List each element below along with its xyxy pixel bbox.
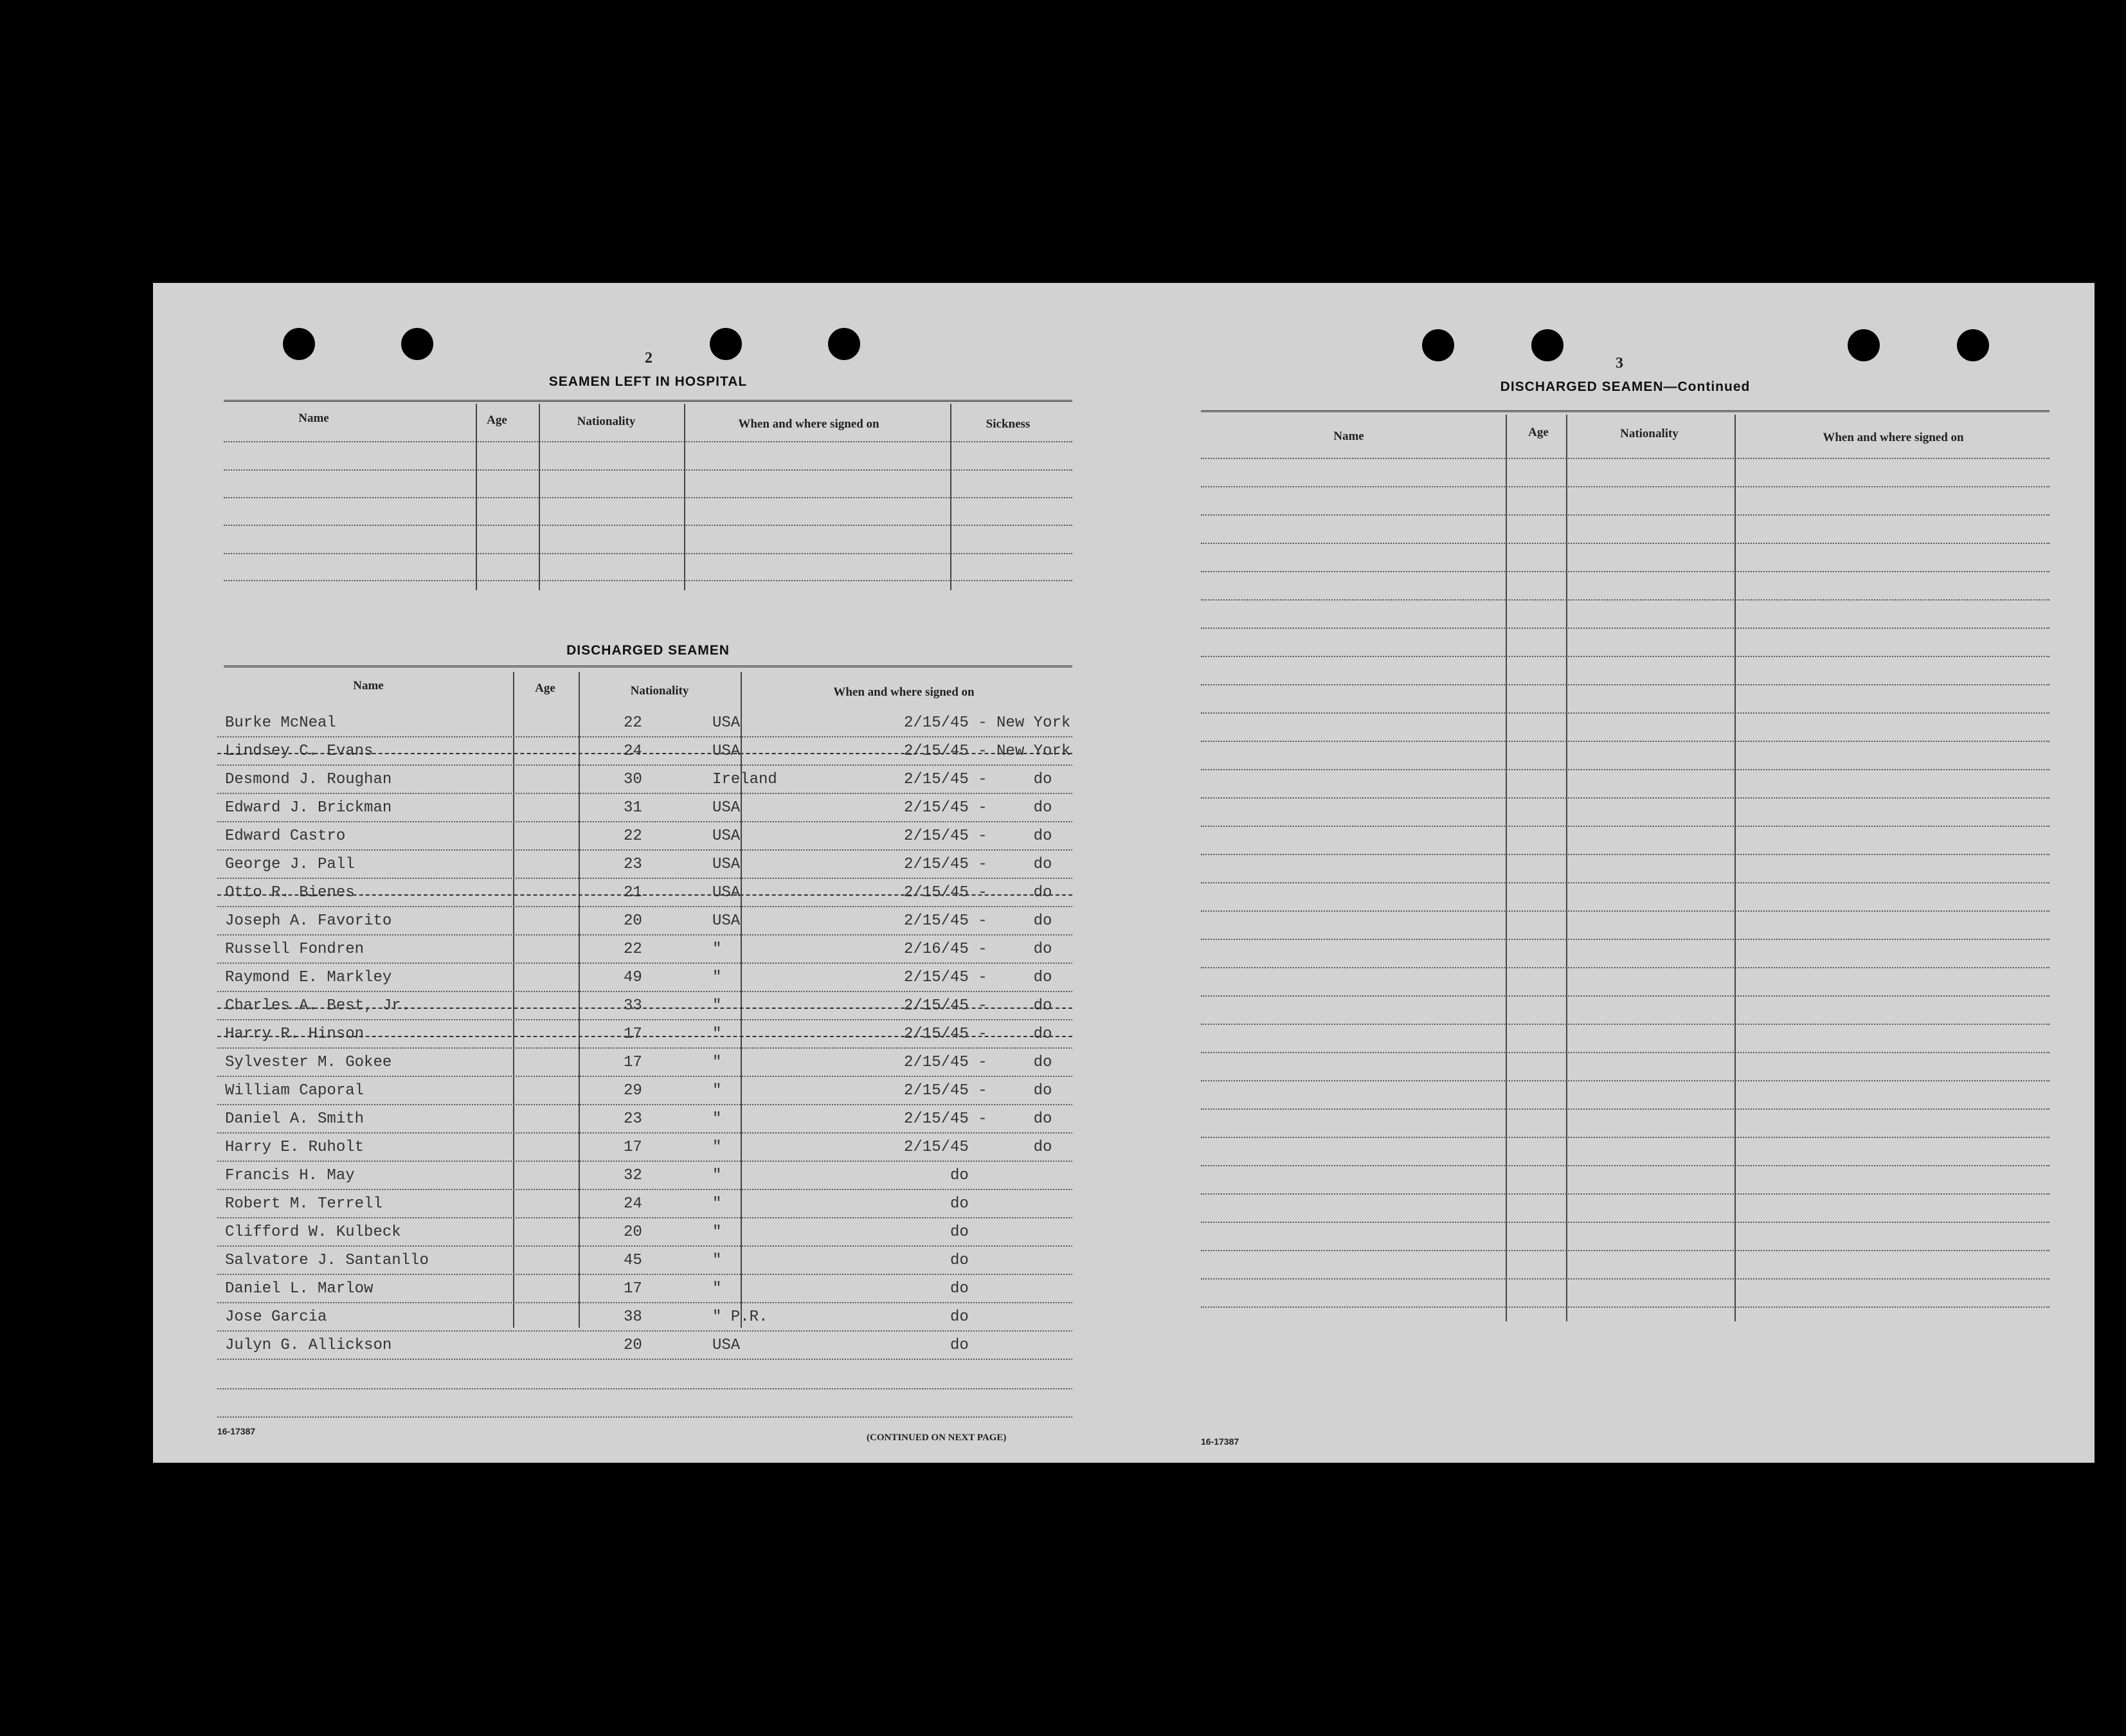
seaman-name: Jose Garcia [225,1308,327,1326]
table-row [217,1134,1072,1162]
seaman-nationality: USA [712,827,741,845]
continued-ruled-lines [1201,458,2049,1332]
continued-ruled-line [1201,628,2049,629]
continued-ruled-line [1201,741,2049,742]
discharged-rows [217,709,1072,1354]
continued-header-nationality: Nationality [1620,427,1679,440]
page-number: 3 [1616,355,1623,372]
table-row [217,1077,1072,1105]
form-code: 16-17387 [217,1426,256,1436]
seaman-signed-on: do [904,1308,969,1326]
seaman-nationality: " [712,997,722,1015]
continued-top-rule [1201,410,2049,415]
seaman-nationality: USA [712,884,741,901]
punch-hole [1957,329,1989,361]
continued-header-signed-on: When and where signed on [1823,431,1964,444]
continued-ruled-line [1201,571,2049,572]
seaman-name: Daniel A. Smith [225,1110,365,1128]
seaman-name: Robert M. Terrell [225,1195,383,1213]
continued-ruled-line [1201,684,2049,685]
table-row [217,1049,1072,1077]
table-row [217,879,1072,907]
table-row [217,964,1072,992]
seaman-signed-on: 2/15/45 - do [904,884,1052,901]
seaman-age: 17 [624,1280,642,1297]
hospital-ruled-line [224,525,1072,526]
hospital-ruled-line [224,580,1072,581]
seaman-nationality: USA [712,743,741,760]
table-row [217,1275,1072,1303]
table-row [217,1105,1072,1134]
seaman-name: Russell Fondren [225,941,365,958]
continued-ruled-line [1201,543,2049,544]
row-rule [217,1359,1072,1360]
hospital-ruled-line [224,469,1072,471]
discharged-top-rule [224,665,1072,670]
seaman-nationality: " [712,1082,722,1099]
seaman-signed-on: 2/15/45 - do [904,997,1052,1015]
seaman-name: Charles A. Best, Jr. [225,997,411,1015]
seaman-nationality: " [712,1195,722,1213]
seaman-nationality: USA [712,1337,741,1354]
punch-hole [1848,329,1880,361]
seaman-signed-on: do [904,1224,969,1241]
strike-through [217,1036,1072,1037]
seaman-name: Edward J. Brickman [225,799,392,817]
continued-ruled-line [1201,939,2049,940]
seaman-signed-on: do [904,1167,969,1184]
hospital-header-sickness: Sickness [986,417,1031,431]
hospital-section-title: SEAMEN LEFT IN HOSPITAL [548,374,748,389]
seaman-signed-on: 2/15/45 - do [904,827,1052,845]
continued-ruled-line [1201,826,2049,827]
continued-ruled-line [1201,1080,2049,1081]
seaman-name: Otto R. Bienes [225,884,355,901]
hospital-header-signed-on: When and where signed on [738,417,879,431]
seaman-nationality: USA [712,714,741,732]
hospital-ruled-line [224,553,1072,554]
seaman-age: 23 [624,1110,642,1128]
seaman-signed-on: 2/15/45 - do [904,799,1052,817]
table-row [217,907,1072,936]
seaman-nationality: USA [712,912,741,930]
table-row [217,766,1072,794]
seaman-age: 22 [624,827,642,845]
continued-ruled-line [1201,995,2049,997]
table-row [217,709,1072,737]
hospital-header-age: Age [487,413,507,427]
empty-ruled-line [217,1388,1072,1389]
hospital-header-name: Name [298,411,329,425]
seaman-nationality: USA [712,856,741,873]
seaman-signed-on: 2/15/45 - do [904,771,1052,788]
punch-hole [401,328,433,360]
seaman-age: 17 [624,1026,642,1043]
seaman-age: 31 [624,799,642,817]
seaman-age: 23 [624,856,642,873]
seaman-age: 21 [624,884,642,901]
continued-ruled-line [1201,797,2049,799]
strike-through [217,753,1072,754]
table-row [217,1247,1072,1275]
discharged-header-name: Name [353,679,384,692]
table-row [217,1332,1072,1360]
continued-ruled-line [1201,854,2049,855]
table-row [217,851,1072,879]
seaman-signed-on: 2/15/45 - do [904,1054,1052,1071]
seaman-nationality: " [712,969,722,986]
continued-ruled-line [1201,1278,2049,1279]
seaman-signed-on: 2/15/45 - New York [904,714,1071,732]
seaman-nationality: " P.R. [712,1308,768,1326]
continued-header-name: Name [1333,429,1364,443]
seaman-name: Raymond E. Markley [225,969,392,986]
punch-hole [283,328,315,360]
continued-ruled-line [1201,769,2049,770]
seaman-age: 38 [624,1308,642,1326]
continued-ruled-line [1201,486,2049,487]
hospital-ruled-line [224,441,1072,442]
continued-ruled-line [1201,1222,2049,1223]
continued-note: (CONTINUED ON NEXT PAGE) [867,1433,1007,1443]
continued-ruled-line [1201,882,2049,883]
seaman-age: 22 [624,941,642,958]
seaman-signed-on: do [904,1337,969,1354]
form-code: 16-17387 [1201,1436,1239,1447]
seaman-age: 17 [624,1054,642,1071]
seaman-age: 49 [624,969,642,986]
seaman-name: Clifford W. Kulbeck [225,1224,401,1241]
continued-ruled-line [1201,599,2049,601]
seaman-age: 45 [624,1252,642,1269]
seaman-name: Salvatore J. Santanllo [225,1252,429,1269]
seaman-nationality: " [712,1026,722,1043]
continued-ruled-line [1201,656,2049,657]
seaman-nationality: " [712,1139,722,1156]
table-row [217,1020,1072,1049]
discharged-header-age: Age [535,682,555,695]
discharged-section-title: DISCHARGED SEAMEN [566,643,730,658]
punch-hole [710,328,742,360]
right-page [1149,283,2094,1463]
hospital-ruled-line [224,497,1072,498]
seaman-age: 20 [624,1337,642,1354]
seaman-name: William Caporal [225,1082,365,1099]
seaman-signed-on: 2/15/45 do [904,1139,1052,1156]
continued-ruled-line [1201,712,2049,714]
continued-ruled-line [1201,514,2049,516]
continued-ruled-line [1201,1250,2049,1251]
continued-ruled-line [1201,458,2049,459]
seaman-name: Joseph A. Favorito [225,912,392,930]
seaman-signed-on: 2/16/45 - do [904,941,1052,958]
left-page [153,283,1149,1463]
table-row [217,822,1072,851]
seaman-age: 30 [624,771,642,788]
seaman-age: 20 [624,1224,642,1241]
continued-ruled-line [1201,1108,2049,1110]
hospital-top-rule [224,400,1072,404]
seaman-nationality: " [712,1110,722,1128]
seaman-name: Julyn G. Allickson [225,1337,392,1354]
table-row [217,936,1072,964]
strike-through [217,894,1072,896]
seaman-nationality: " [712,941,722,958]
empty-ruled-line [217,1416,1072,1418]
seaman-nationality: " [712,1167,722,1184]
continued-ruled-line [1201,1307,2049,1308]
table-row [217,1218,1072,1247]
seaman-signed-on: 2/15/45 - do [904,1082,1052,1099]
seaman-age: 20 [624,912,642,930]
seaman-signed-on: 2/15/45 - do [904,1026,1052,1043]
seaman-age: 29 [624,1082,642,1099]
seaman-age: 24 [624,743,642,760]
seaman-signed-on: 2/15/45 - do [904,969,1052,986]
seaman-name: Burke McNeal [225,714,336,732]
seaman-name: Harry R. Hinson [225,1026,365,1043]
continued-ruled-line [1201,1193,2049,1195]
seaman-signed-on: do [904,1280,969,1297]
continued-ruled-line [1201,967,2049,968]
seaman-signed-on: do [904,1252,969,1269]
seaman-signed-on: 2/15/45 - do [904,856,1052,873]
seaman-name: Edward Castro [225,827,346,845]
seaman-nationality: USA [712,799,741,817]
table-row [217,1190,1072,1218]
seaman-nationality: " [712,1224,722,1241]
hospital-header-nationality: Nationality [577,415,636,428]
seaman-name: Desmond J. Roughan [225,771,392,788]
discharged-header-nationality: Nationality [630,684,689,698]
seaman-name: Lindsey C. Evans [225,743,374,760]
seaman-name: Harry E. Ruholt [225,1139,365,1156]
punch-hole [828,328,860,360]
table-row [217,737,1072,766]
continued-ruled-line [1201,1137,2049,1138]
seaman-age: 32 [624,1167,642,1184]
discharged-header-signed-on: When and where signed on [833,685,975,699]
punch-hole [1531,329,1563,361]
seaman-nationality: " [712,1252,722,1269]
page-number: 2 [645,350,653,366]
continued-header-age: Age [1528,426,1549,439]
table-row [217,794,1072,822]
seaman-nationality: " [712,1054,722,1071]
seaman-name: Francis H. May [225,1167,355,1184]
seaman-age: 24 [624,1195,642,1213]
table-row [217,1303,1072,1332]
continued-ruled-line [1201,1052,2049,1053]
continued-ruled-line [1201,1024,2049,1025]
seaman-signed-on: 2/15/45 - do [904,1110,1052,1128]
seaman-nationality: " [712,1280,722,1297]
strike-through [217,1008,1072,1009]
table-row [217,992,1072,1020]
seaman-name: George J. Pall [225,856,355,873]
table-row [217,1162,1072,1190]
seaman-age: 33 [624,997,642,1015]
seaman-signed-on: 2/15/45 - New York [904,743,1071,760]
seaman-signed-on: 2/15/45 - do [904,912,1052,930]
punch-hole [1422,329,1454,361]
discharged-continued-title: DISCHARGED SEAMEN—Continued [1500,379,1751,394]
seaman-name: Daniel L. Marlow [225,1280,374,1297]
seaman-name: Sylvester M. Gokee [225,1054,392,1071]
seaman-age: 17 [624,1139,642,1156]
seaman-nationality: Ireland [712,771,777,788]
document-sheet [153,283,2094,1463]
seaman-signed-on: do [904,1195,969,1213]
continued-ruled-line [1201,910,2049,912]
seaman-age: 22 [624,714,642,732]
continued-ruled-line [1201,1165,2049,1166]
